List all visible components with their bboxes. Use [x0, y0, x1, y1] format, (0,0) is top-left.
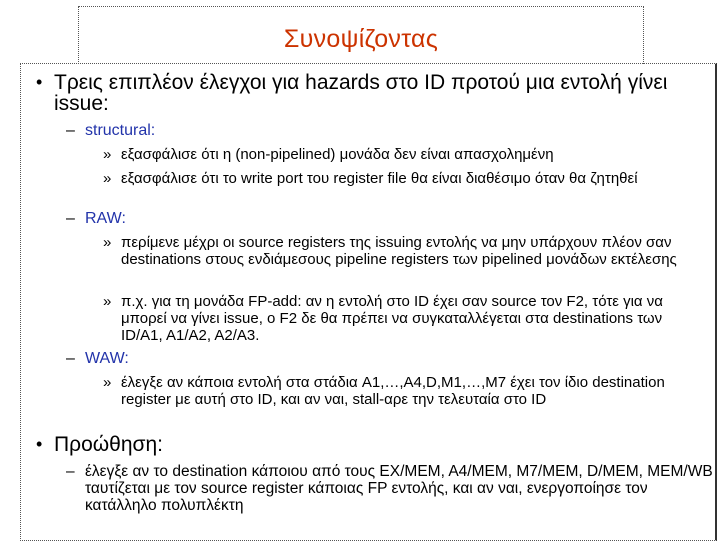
- subbullet-raw: [66, 210, 126, 227]
- chevron-marker: »: [103, 293, 112, 310]
- chevron-marker: »: [103, 146, 112, 163]
- bullet-marker: •: [36, 72, 43, 92]
- slide-title: Συνοψίζοντας: [283, 25, 439, 53]
- forwarding-item: [66, 463, 718, 514]
- dash-marker: –: [66, 350, 75, 367]
- item-text: εξασφάλισε ότι η (non-pipelined) μονάδα δεν είναι απασχολημένη: [121, 146, 554, 163]
- chevron-marker: »: [103, 170, 112, 187]
- forwarding-text: έλεγξε αν το destination κάποιου από τους EX/MEM, A4/MEM, M7/MEM, D/MEM, MEM/WB ταυτίζεται με τον source register κάποιας FP εντολής, και αν ναι, ενεργοποίησε τον κατάλληλο πολυπλέκτη: [85, 463, 713, 514]
- item-text: περίμενε μέχρι οι source registers της issuing εντολής να μην υπάρχουν πλέον σαν destinations στους ενδιάμεσους pipeline registers των pipelined μονάδων εκτέλεσης: [121, 234, 677, 268]
- item-text: εξασφάλισε ότι το write port του register file θα είναι διαθέσιμο όταν θα ζητηθεί: [121, 170, 638, 187]
- raw-item: [103, 293, 693, 344]
- bullet-forwarding: [36, 434, 712, 455]
- title-box: [78, 6, 644, 64]
- chevron-marker: »: [103, 374, 112, 391]
- dash-marker: –: [66, 122, 75, 139]
- subbullet-waw: [66, 350, 129, 367]
- subbullet-structural: [66, 122, 155, 139]
- dash-marker: –: [66, 210, 75, 227]
- structural-item: [103, 146, 693, 163]
- structural-label: structural:: [85, 122, 156, 139]
- bullet-text: Τρεις επιπλέον έλεγχοι για hazards στο ID προτού μια εντολή γίνει issue:: [54, 71, 668, 115]
- raw-item: [103, 234, 693, 268]
- chevron-marker: »: [103, 234, 112, 251]
- raw-label: RAW:: [85, 210, 126, 227]
- bullet-marker: •: [36, 434, 43, 454]
- item-text: π.χ. για τη μονάδα FP-add: αν η εντολή στο ID έχει σαν source τον F2, τότε για να μπορεί να γίνει issue, ο F2 δε θα πρέπει να συγκαταλλέγεται στα destinations των ID/A1, A1/A2, A2/A3.: [121, 293, 663, 344]
- structural-item: [103, 170, 693, 187]
- bullet-hazard-checks: [36, 72, 712, 114]
- waw-item: [103, 374, 693, 408]
- bullet-text: Προώθηση:: [54, 433, 164, 456]
- dash-marker: –: [66, 463, 75, 480]
- waw-label: WAW:: [85, 350, 129, 367]
- item-text: έλεγξε αν κάποια εντολή στα στάδια A1,…,A4,D,M1,…,M7 έχει τον ίδιο destination register με αυτή στο ID, και αν ναι, stall-αρε την τελευταία στο ID: [121, 374, 665, 408]
